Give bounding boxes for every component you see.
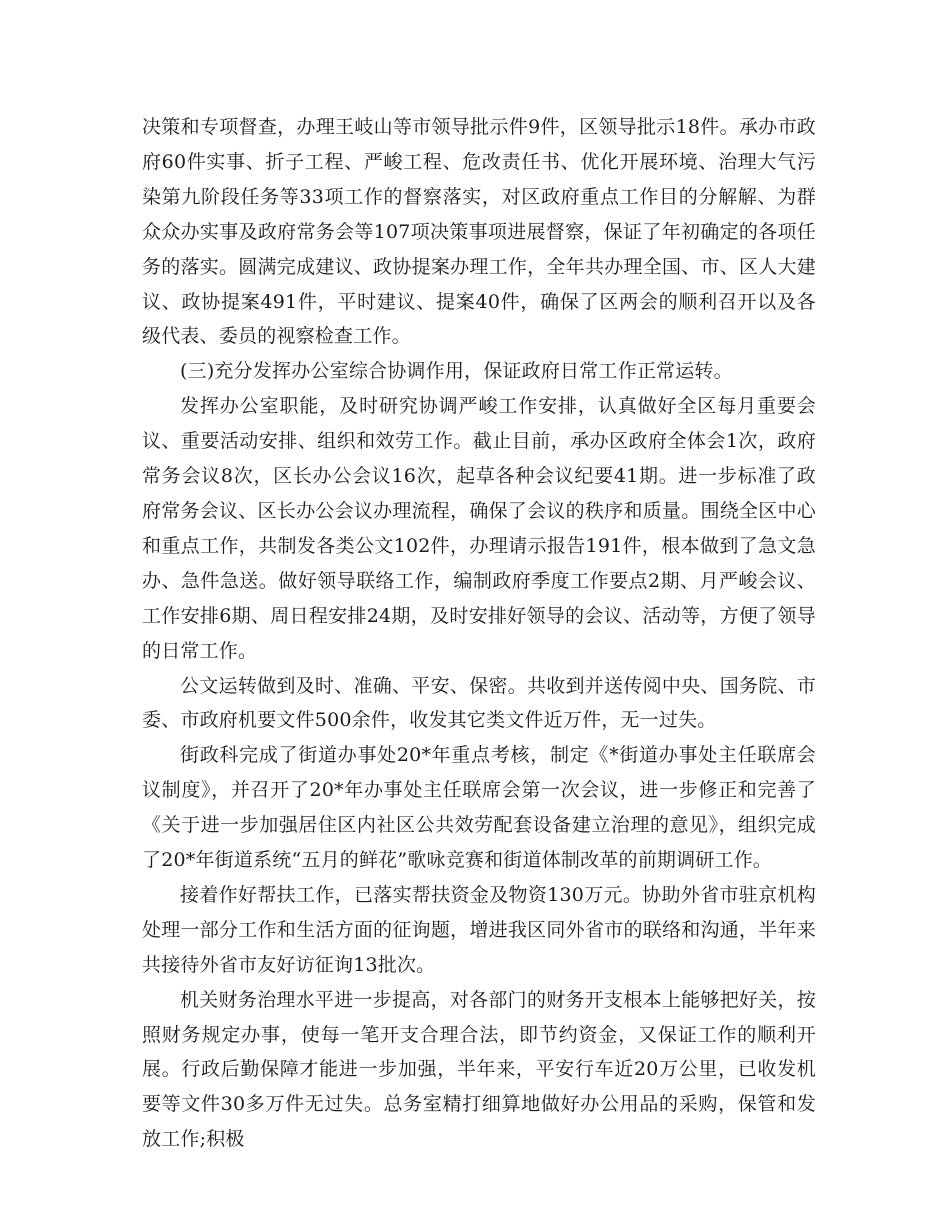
paragraph-assistance: 接着作好帮扶工作，已落实帮扶资金及物资130万元。协助外省市驻京机构处理一部分工作和生活方面的征询题，增进我区同外省市的联络和沟通，半年来共接待外省市友好访征询13批次。 [142, 883, 816, 976]
paragraph-street-affairs: 街政科完成了街道办事处20*年重点考核，制定《*街道办事处主任联席会议制度》，并召开了20*年办事处主任联席会第一次会议，进一步修正和完善了《关于进一步加强居住区内社区公共效劳配套设备建立治理的意见》，组织完成了20*年街道系统“五月的鲜花”歌咏竞赛和街道体制改革的前期调研工作。 [142, 744, 816, 872]
paragraph-continuation: 决策和专项督查，办理王岐山等市领导批示件9件，区领导批示18件。承办市政府60件实事、折子工程、严峻工程、危改责任书、优化开展环境、治理大气污染第九阶段任务等33项工作的督察落实，对区政府重点工作目的分解解、为群众众办实事及政府常务会等107项决策事项进展督察，保证了年初确定的各项任务的落实。圆满完成建议、政协提案办理工作，全年共办理全国、市、区人大建议、政协提案491件，平时建议、提案40件，确保了区两会的顺利召开以及各级代表、委员的视察检查工作。 [142, 116, 816, 348]
paragraph-finance: 机关财务治理水平进一步提高，对各部门的财务开支根本上能够把好关，按照财务规定办事，使每一笔开支合理合法，即节约资金，又保证工作的顺利开展。行政后勤保障才能进一步加强，半年来，平安行车近20万公里，已收发机要等文件30多万件无过失。总务室精打细算地做好办公用品的采购，保管和发放工作;积极 [142, 988, 816, 1151]
section-heading: (三)充分发挥办公室综合协调作用，保证政府日常工作正常运转。 [180, 360, 733, 383]
paragraph-document-circulation: 公文运转做到及时、准确、平安、保密。共收到并送传阅中央、国务院、市委、市政府机要文件500余件，收发其它类文件近万件，无一过失。 [142, 674, 816, 732]
paragraph-coordination: 发挥办公室职能，及时研究协调严峻工作安排，认真做好全区每月重要会议、重要活动安排、组织和效劳工作。截止目前，承办区政府全体会1次，政府常务会议8次，区长办公会议16次，起草各种会议纪要41期。进一步标准了政府常务会议、区长办公会议办理流程，确保了会议的秩序和质量。围绕全区中心和重点工作，共制发各类公文102件，办理请示报告191件，根本做到了急文急办、急件急送。做好领导联络工作，编制政府季度工作要点2期、月严峻会议、工作安排6期、周日程安排24期，及时安排好领导的会议、活动等，方便了领导的日常工作。 [142, 395, 816, 662]
document-body [142, 110, 816, 1157]
